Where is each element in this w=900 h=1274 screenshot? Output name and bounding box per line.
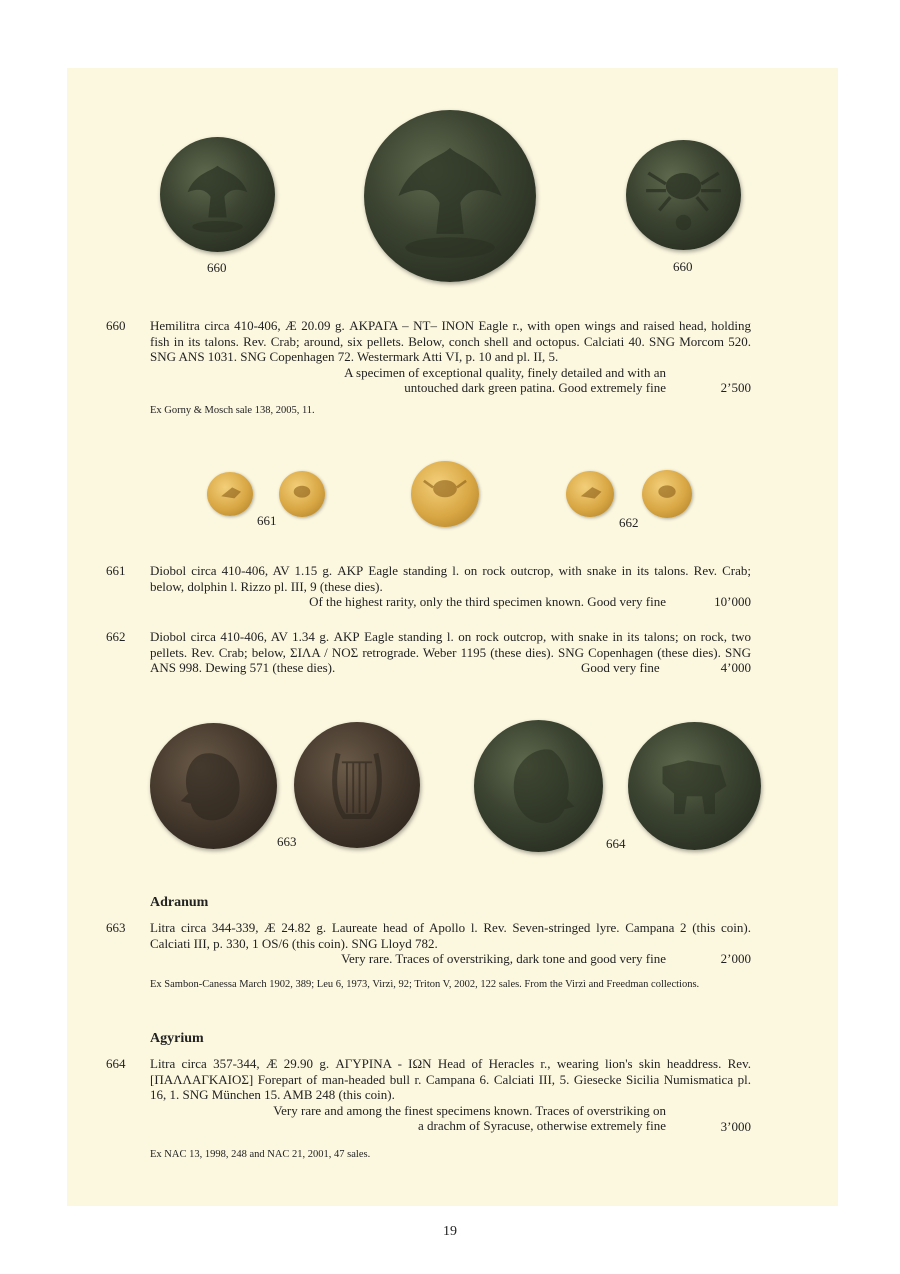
lot-remark-1: A specimen of exceptional quality, finely detailed and with an: [344, 364, 666, 380]
coin-664-reverse: [628, 722, 761, 850]
lot-remark-1: Very rare and among the finest specimens known. Traces of overstriking on: [273, 1102, 666, 1118]
lot-number: 660: [106, 318, 126, 333]
lyre-icon: [294, 722, 420, 848]
coin-662-reverse: [642, 470, 692, 518]
crab-icon: [626, 140, 741, 250]
section-heading-adranum: Adranum: [150, 895, 209, 910]
coin-661-obverse: [207, 472, 253, 516]
coin-661-reverse: [279, 471, 325, 517]
section-heading-agyrium: Agyrium: [150, 1031, 204, 1046]
lot-price: 10’000: [714, 594, 751, 609]
plate-label-664: 664: [606, 836, 626, 851]
lot-remark-2: a drachm of Syracuse, otherwise extremely fine: [418, 1118, 666, 1133]
bull-icon: [628, 722, 761, 850]
lot-provenance-660: Ex Gorny & Mosch sale 138, 2005, 11.: [150, 405, 315, 416]
coin-660-obverse-large: [364, 110, 536, 282]
page-number: 19: [443, 1224, 457, 1239]
lot-remark-1: Of the highest rarity, only the third specimen known. Good very fine: [309, 594, 666, 609]
lot-text: Diobol circa 410-406, AV 1.34 g. ΑΚΡ Eagle standing l. on rock outcrop, with snake in its talons; on rock, two pellets. Rev. Crab; below, ΣΙΛΑ / ΝΟΣ retrograde. Weber 1195 (these dies). SNG Copenhagen (these dies). SNG ANS 998. Dewing 571 (these dies).: [150, 629, 751, 675]
lot-provenance-664: Ex NAC 13, 1998, 248 and NAC 21, 2001, 47 sales.: [150, 1149, 371, 1160]
plate-label-662: 662: [619, 515, 639, 530]
lot-price: 3’000: [720, 1119, 751, 1134]
lot-description: [150, 920, 751, 967]
plate-label-660-right: 660: [673, 259, 693, 274]
lot-remark-2: untouched dark green patina. Good extremely fine: [404, 380, 666, 395]
lot-text: Litra circa 357-344, Æ 29.90 g. ΑΓΥΡΙΝΑ - ΙΩΝ Head of Heracles r., wearing lion's skin headdress. Rev. [ΠΑΛΛΑΓΚΑΙΟΣ] Forepart of man-headed bull r. Campana 6. Calciati III, 5. Giesecke Sicilia Numismatica pl. 16, 1. SNG München 15. AMB 248 (this coin).: [150, 1056, 751, 1102]
crab-icon: [279, 471, 325, 517]
lot-provenance-663: Ex Sambon-Canessa March 1902, 389; Leu 6, 1973, Virzì, 92; Triton V, 2002, 122 sales. From the Virzì and Freedman collections.: [150, 979, 700, 990]
coin-660-obverse-small: [160, 137, 275, 252]
lot-description: [150, 563, 751, 610]
crab-icon: [411, 461, 479, 527]
lot-description: [150, 1056, 751, 1134]
plate-label-661: 661: [257, 513, 277, 528]
lot-remark-1: Very rare. Traces of overstriking, dark tone and good very fine: [341, 951, 666, 966]
lot-text: Litra circa 344-339, Æ 24.82 g. Laureate head of Apollo l. Rev. Seven-stringed lyre. Campana 2 (this coin). Calciati III, p. 330, 1 OS/6 (this coin). SNG Lloyd 782.: [150, 920, 751, 951]
lot-price: 4’000: [720, 660, 751, 675]
lot-number: 663: [106, 920, 126, 935]
plate-label-660-left: 660: [207, 260, 227, 275]
coin-664-obverse: [474, 720, 603, 852]
coin-662-obverse: [566, 471, 614, 517]
apollo-head-icon: [150, 723, 277, 849]
coin-660-reverse: [626, 140, 741, 250]
crab-icon: [642, 470, 692, 518]
lot-description: [150, 629, 751, 676]
plate-label-663: 663: [277, 834, 297, 849]
lot-description: [150, 318, 751, 396]
eagle-icon: [160, 137, 275, 252]
lot-remark-1: Good very fine: [581, 660, 660, 675]
coin-661-662-reverse-large: [411, 461, 479, 527]
lot-text: Hemilitra circa 410-406, Æ 20.09 g. ΑΚΡΑΓΑ – ΝΤ– ΙΝΟΝ Eagle r., with open wings and raised head, holding fish in its talons. Rev. Crab; around, six pellets. Below, conch shell and octopus. Calciati 40. SNG Morcom 520. SNG ANS 1031. SNG Copenhagen 72. Westermark Atti VI, p. 10 and pl. II, 5.: [150, 318, 751, 364]
lot-number: 661: [106, 563, 126, 578]
lot-price: 2’000: [720, 951, 751, 966]
coin-663-obverse: [150, 723, 277, 849]
lot-number: 662: [106, 629, 126, 644]
eagle-icon: [566, 471, 614, 517]
eagle-icon: [207, 472, 253, 516]
lot-number: 664: [106, 1056, 126, 1071]
coin-663-reverse: [294, 722, 420, 848]
lot-price: 2’500: [720, 380, 751, 395]
eagle-icon: [364, 110, 536, 282]
lot-text: Diobol circa 410-406, AV 1.15 g. ΑΚΡ Eagle standing l. on rock outcrop, with snake in its talons. Rev. Crab; below, dolphin l. Rizzo pl. III, 9 (these dies).: [150, 563, 751, 594]
heracles-head-icon: [474, 720, 603, 852]
